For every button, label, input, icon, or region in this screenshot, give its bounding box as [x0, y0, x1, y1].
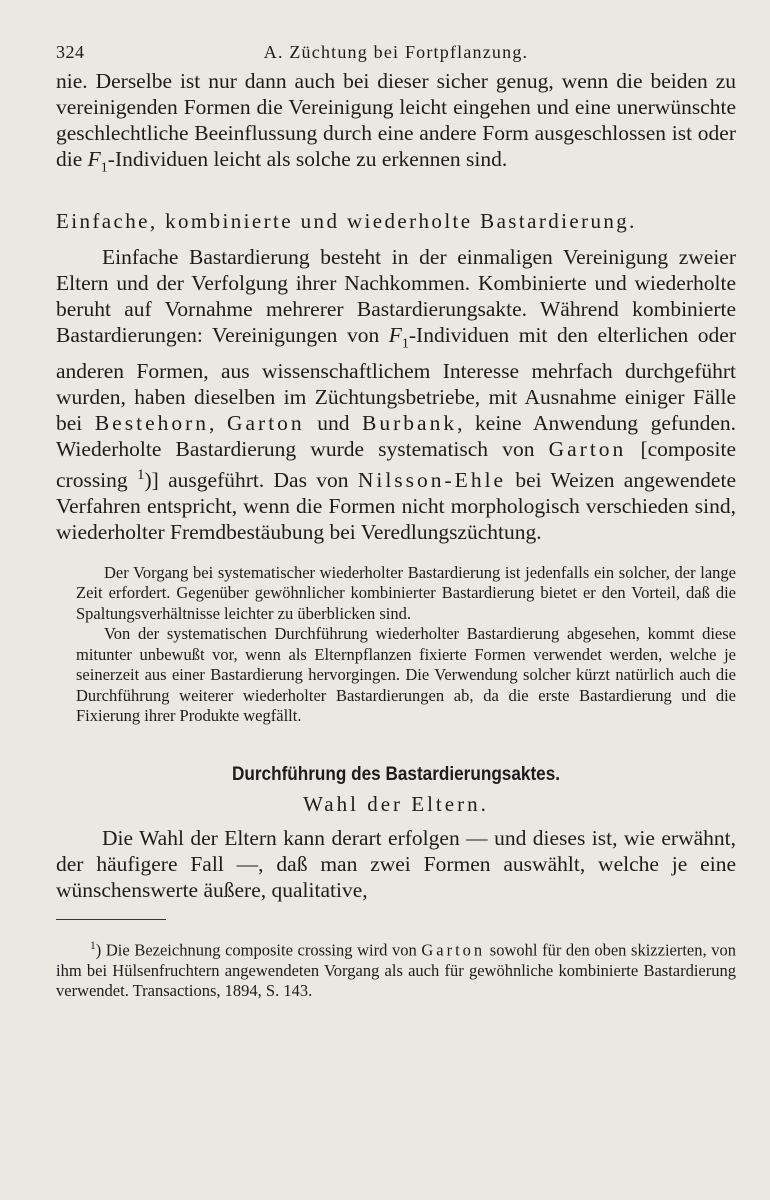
footnote-mark: 1	[90, 939, 96, 952]
page-number: 324	[56, 42, 85, 62]
page-header	[56, 38, 736, 68]
name-burbank: Burbank	[362, 410, 458, 435]
small-paragraph-2: Von der systematischen Durchführung wiederholter Bastardierung abgesehen, kommt diese mitunter unbewußt vor, wenn als Elternpflanzen fixierte Formen verwendet werden, welche je seinerzeit aus einer Bastardierung hervorgingen. Die Verwendung solcher kürzt natürlich auch die Durchführung weiterer wiederholter Bastardierungen ab, da die erste Bastardierung und die Fixierung ihrer Produkte wegfällt.	[76, 624, 736, 726]
name-bestehorn: Bestehorn	[94, 410, 210, 435]
small-paragraph-1: Der Vorgang bei systematischer wiederholter Bastardierung ist jedenfalls ein solcher, der lange Zeit erfordert. Gegenüber gewöhnlicher kombinierter Bastardierung bietet er den Vorteil, daß die Spaltungsverhältnisse leichter zu überblicken sind.	[76, 562, 736, 623]
name-garton-2: Garton	[548, 436, 627, 461]
section-title: Durchführung des Bastardierungsaktes.	[231, 762, 561, 785]
name-nilsson-ehle: Nilsson-Ehle	[357, 467, 507, 492]
running-title: A. Züchtung bei Fortpflanzung.	[263, 42, 529, 62]
footnote-name-garton: Garton	[421, 940, 486, 960]
subsection-title: Wahl der Eltern.	[303, 791, 489, 816]
name-garton: Garton	[226, 410, 305, 435]
heading-bastardierung-types: Einfache, kombinierte und wiederholte Bastardierung.	[56, 209, 637, 234]
footnote: $^1$) Die Bezeichnung composite crossing wird von Garton sowohl für den oben skizzierten, von ihm bei Hülsenfruchtern angewendeten Vorgang als auch für gewöhnliche kombinierte Bastardierung verwendet. Transactions, 1894, S. 143.	[56, 939, 736, 1001]
footnote-divider	[56, 919, 166, 920]
paragraph-intro: nie. Derselbe ist nur dann auch bei dieser sicher genug, wenn die beiden zu vereinigenden Formen die Vereinigung leicht eingehen und eine unerwünschte geschlechtliche Beeinflussung durch eine andere Form ausgeschlossen ist oder die $F_1$-Individuen leicht als solche zu erkennen sind.	[56, 69, 736, 176]
small-print-block	[76, 563, 736, 727]
paragraph-bastardierung: Einfache Bastardierung besteht in der einmaligen Vereinigung zweier Eltern und der Verfolgung ihrer Nachkommen. Kombinierte und wiederholte beruht auf Vornahme mehrerer Bastardierungsakte. Während kombinierte Bastardierungen: Vereinigungen von $F_1$-Individuen mit den elterlichen oder anderen Formen, aus wissenschaftlichem Interesse mehrfach durchgeführt wurden, haben dieselben im Züchtungsbetriebe, mit Ausnahme einiger Fälle bei Bestehorn, Garton und Burbank, keine Anwendung gefunden. Wiederholte Bastardierung wurde systematisch von Garton [composite crossing $^1$)] ausgeführt. Das von Nilsson-Ehle bei Weizen angewendete Verfahren entspricht, wenn die Formen nicht morphologisch verschieden sind, wiederholter Fremdbestäubung bei Veredlungszüchtung.	[56, 245, 737, 544]
footnote-reference: 1	[136, 466, 145, 483]
paragraph-wahl-der-eltern: Die Wahl der Eltern kann derart erfolgen — und dieses ist, wie erwähnt, der häufigere Fall —, daß man zwei Formen auswählt, welche je eine wünschenswerte äußere, qualitative,	[56, 825, 736, 902]
